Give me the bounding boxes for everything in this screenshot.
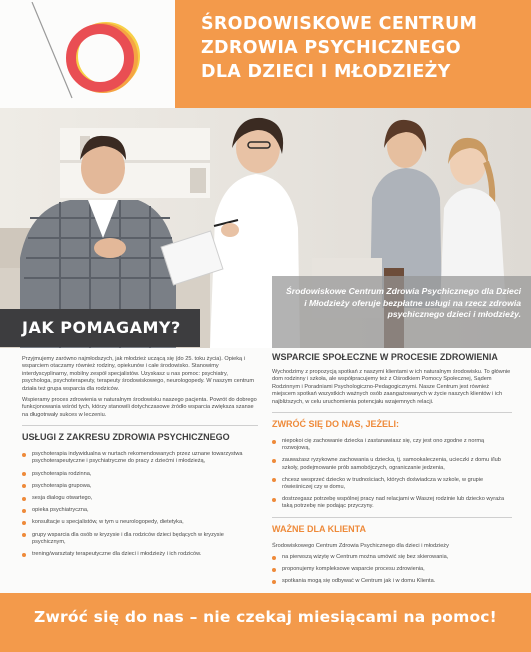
footer-banner	[0, 593, 531, 652]
contact-heading: ZWRÓĆ SIĘ DO NAS, JEŻELI:	[272, 419, 400, 430]
list-item: psychoterapia rodzinna,	[22, 471, 258, 478]
list-item: konsultacje u specjalistów, w tym u neurologopedy, dietetyka,	[22, 519, 258, 526]
title-line-2: ZDROWIA PSYCHICZNEGO	[201, 38, 461, 58]
divider	[272, 412, 512, 413]
title-line-3: DLA DZIECI I MŁODZIEŻY	[201, 62, 451, 82]
left-column	[22, 356, 258, 563]
support-heading: WSPARCIE SPOŁECZNE W PROCESIE ZDROWIENIA	[272, 352, 498, 362]
list-item: na pierwszą wizytę w Centrum można umówić się bez skierowania,	[272, 554, 512, 561]
header-logo-area	[0, 0, 175, 108]
list-item: trening/warsztaty terapeutyczne dla dzieci i młodzieży i ich rodziców.	[22, 551, 258, 558]
client-intro: Środowiskowego Centrum Zdrowia Psychicznego dla dzieci i młodzieży	[272, 542, 449, 549]
services-list	[22, 451, 258, 558]
list-item: dostrzegasz potrzebę wspólnej pracy nad relacjami w Waszej rodzinie lub dziecko wyraża taką potrzebę nie podając przyczyny.	[272, 496, 512, 510]
page-title	[201, 12, 477, 84]
client-heading: WAŻNE DLA KLIENTA	[272, 523, 366, 534]
list-item: psychoterapia grupowa,	[22, 483, 258, 490]
list-item: sesja dialogu otwartego,	[22, 495, 258, 502]
services-heading: USŁUGI Z ZAKRESU ZDROWIA PSYCHICZNEGO	[22, 432, 230, 443]
list-item: grupy wsparcia dla osób w kryzysie i dla rodziców dzieci będących w kryzysie psychicznym,	[22, 532, 258, 546]
list-item: zauważasz ryzykowne zachowania u dziecka, tj. samookaleczenia, ucieczki z domu i/lub szkoły, podejmowanie prób samobójczych, ograniczanie jedzenia,	[272, 457, 512, 471]
photo-caption-box	[272, 276, 531, 348]
client-list	[272, 554, 512, 586]
list-item: opieka psychiatryczna,	[22, 507, 258, 514]
photo-caption-text: Środowiskowe Centrum Zdrowia Psychicznego dla Dzieci i Młodzieży oferuje bezpłatne usługi na rzecz zdrowia psychicznego dzieci i młodzieży.	[286, 286, 521, 319]
list-item: psychoterapia indywidualna w nurtach rekomendowanych przez uznane towarzystwa psychoterapeutyczne i psychiatryczne do pracy z dziećmi i młodzieżą,	[22, 451, 258, 465]
list-item: niepokoi cię zachowanie dziecka i zastanawiasz się, czy jest ono zgodne z normą rozwojową,	[272, 438, 512, 452]
banner-text: JAK POMAGAMY?	[22, 318, 181, 337]
divider	[272, 517, 512, 518]
support-paragraph: Wychodzimy z propozycją spotkań z naszymi klientami w ich naturalnym środowisku. To głównie dom rodzinny i szkoła, ale współpracujemy też z Ośrodkiem Pomocy Społecznej, Sądem Rodzinnym i Poradniami Psychologiczno-Pedagogicznymi. Nasze Centrum jest również miejscem spotkań wszystkich ważnych osób zaangażowanych w życie naszych klientów i ich najbliższych, w celu uruchomienia potencjału wzajemnych relacji.	[272, 369, 511, 405]
footer-slogan: Zwróć się do nas – nie czekaj miesiącami na pomoc!	[34, 608, 497, 626]
divider	[22, 425, 258, 426]
intro-paragraph-1: Przyjmujemy zarówno najmłodszych, jak młodzież uczącą się (do 25. toku życia). Opieką i wsparciem otaczamy również rodziny, opiekunów i całe środowisko. Stanowimy interdyscyplinarny, mobilny zespół specjalistów. Uzyskasz u nas pomoc: psychiatry, psychologa, psychoterapeuty, terapeuty środowiskowego, neurologopedy. W naszym centrum działa też grupa wsparcia dla rodziców.	[22, 356, 255, 392]
intro-paragraph-2: Wspieramy proces zdrowienia w naturalnym środowisku naszego pacjenta. Powrót do dobrego funkcjonowania wśród tych, którzy stanowili dotychczasowe źródło wsparcia zwiększa szanse na długotrwały sukces w leczeniu.	[22, 397, 257, 418]
header-banner	[175, 0, 531, 108]
right-column	[272, 352, 512, 591]
list-item: spotkania mogą się odbywać w Centrum jak i w domu Klienta.	[272, 578, 512, 585]
title-line-1: ŚRODOWISKOWE CENTRUM	[201, 14, 478, 34]
list-item: proponujemy kompleksowe wsparcie procesu zdrowienia,	[272, 566, 512, 573]
contact-list	[272, 438, 512, 511]
section-banner-how-we-help	[0, 309, 200, 347]
logo-rings-icon	[12, 2, 152, 102]
list-item: chcesz wesprzeć dziecko w trudnościach, których doświadcza w szkole, w grupie rówieśniczej czy w domu,	[272, 477, 512, 491]
